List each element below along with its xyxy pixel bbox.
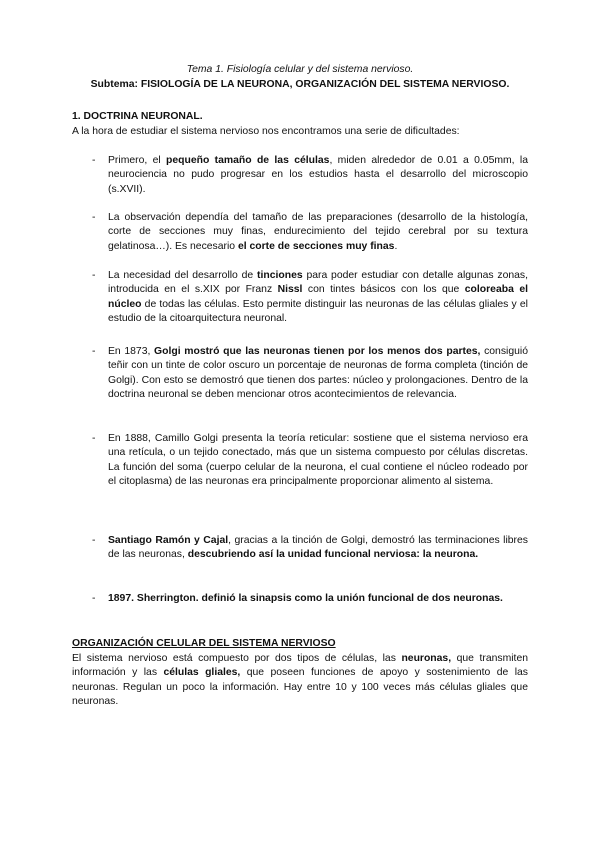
bullet-text [108,534,528,563]
bold-text: tinciones [257,270,303,281]
bold-text: el corte de secciones muy finas [237,240,395,252]
bold-text: Golgi mostró que las neuronas tienen por los menos dos partes, [154,346,481,357]
intro-paragraph: A la hora de estudiar el sistema nervioso nos encontramos una serie de dificultades: [72,126,460,137]
organizacion-paragraph [72,652,528,709]
bold-text: Nissl [277,284,303,296]
text-run: que poseen funciones de apoyo y sostenimiento de las neuronas. Regulan un poco la información. Hay entre 10 y 100 veces más células gliales que neuronas. [72,667,528,707]
text-run: La necesidad del desarrollo de [108,270,258,281]
bullet-dash: - [92,593,96,604]
text-run: El sistema nervioso está compuesto por dos tipos de células, las [72,653,402,664]
bullet-text [108,592,528,606]
bold-text: coloreaba el núcleo [108,284,528,310]
text-run: para poder estudiar con detalle algunas zonas, introducida en el s.XIX por Franz [108,270,528,296]
bullet-dash: - [92,155,96,166]
text-run: con tintes básicos con los que [302,284,465,296]
bullet-text [108,432,528,489]
bullet-dash: - [92,270,96,281]
bold-text: Santiago Ramón y Cajal [108,535,229,546]
bold-text: descubriendo así la unidad funcional nerviosa: la neurona. [187,549,479,561]
section-heading-doctrina: 1. DOCTRINA NEURONAL. [72,111,203,122]
bullet-dash: - [92,212,96,223]
bullet-text [108,345,528,402]
bullet-dash: - [92,433,96,444]
bullet-dash: - [92,535,96,546]
text-run: La observación dependía del tamaño de las preparaciones (desarrollo de la histología, corte de secciones muy finas, endurecimiento del tejido cerebral por su textura gelatinosa…). Es necesario [108,212,528,252]
bullet-text [108,154,528,197]
section-heading-organizacion: ORGANIZACIÓN CELULAR DEL SISTEMA NERVIOSO [72,638,336,649]
document-title: Tema 1. Fisiología celular y del sistema nervioso. [186,64,414,75]
document-subtitle: Subtema: FISIOLOGÍA DE LA NEURONA, ORGANIZACIÓN DEL SISTEMA NERVIOSO. [90,79,510,90]
bullet-text [108,211,528,254]
text-run: . [394,240,398,252]
bold-text: células gliales, [163,667,241,679]
bullet-text [108,269,528,326]
bold-text: pequeño tamaño de las células [166,155,330,166]
text-run: , gracias a la tinción de Golgi, demostró las terminaciones libres de las neuronas, [108,535,528,561]
bold-text: neuronas, [401,653,452,664]
bullet-dash: - [92,346,96,357]
text-run: que transmiten información y las [72,653,529,679]
text-run: consiguió teñir con un tinte de color oscuro un porcentaje de neuronas de forma completa (tinción de Golgi). Con esto se demostró que tienen dos partes: núcleo y prolongaciones. Dentro de la doctrina neuronal se deben mencionar otros acontecimientos de relevancia. [108,346,528,400]
text-run: de todas las células. Esto permite distinguir las neuronas de las células gliales y el estudio de la citoarquitectura neuronal. [108,298,528,324]
bold-text: 1897. Sherrington. definió la sinapsis como la unión funcional de dos neuronas. [108,593,503,604]
text-run: Primero, el [108,155,167,166]
text-run: , miden alrededor de 0.01 a 0.05mm, la neurociencia no pudo progresar en los estudios hasta el desarrollo del microscopio (s.XVII). [108,155,528,195]
text-run: En 1873, [108,346,155,357]
text-run: En 1888, Camillo Golgi presenta la teoría reticular: sostiene que el sistema nervioso era una retícula, o un tejido conectado, más que un sistema compuesto por células discretas. La función del soma (cuerpo celular de la neurona, el cual contiene el núcleo rodeado por el citoplasma) de las neuronas era principalmente proporcionar alimento al sistema. [108,433,528,487]
